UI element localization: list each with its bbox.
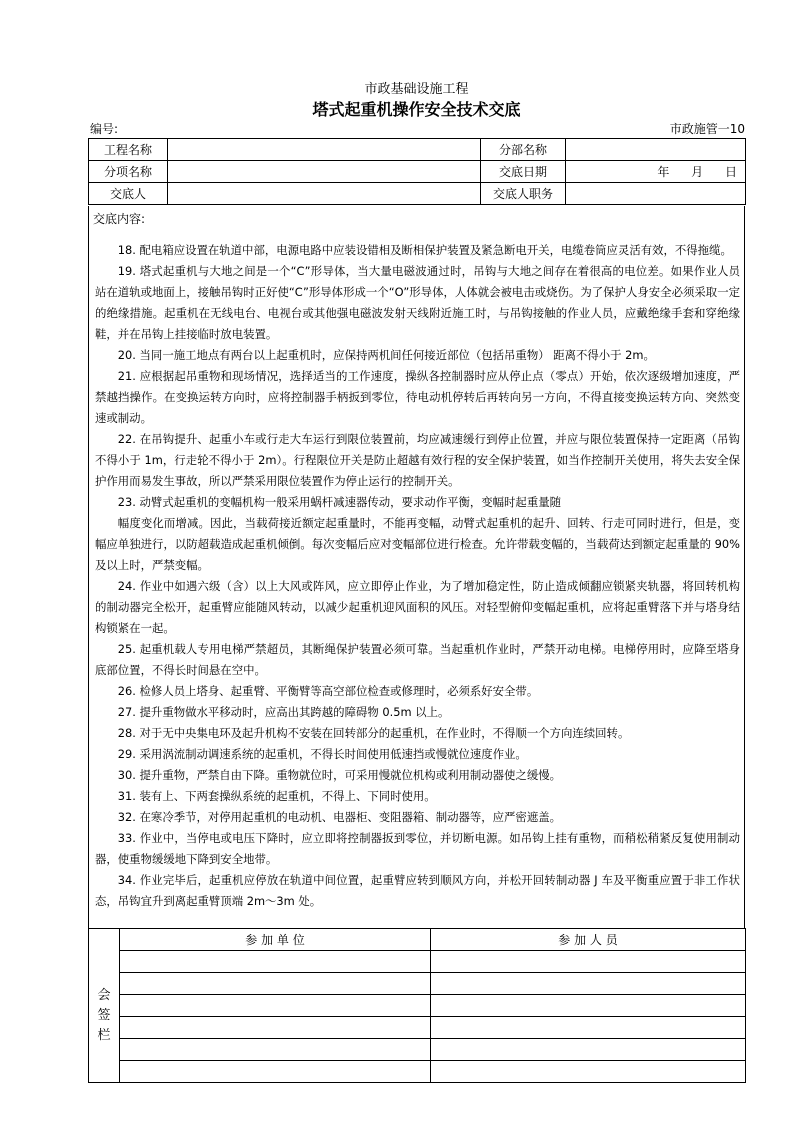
date-placeholder: 年 月 日 <box>657 165 737 179</box>
people-cell[interactable] <box>431 951 746 973</box>
paragraph: 25. 起重机载人专用电梯严禁超员，其断绳保护装置必须可靠。当起重机作业时，严禁开动电梯。电梯停用时，应降至塔身底部位置，不得长时间悬在空中。 <box>95 642 740 677</box>
subdivision-label: 分部名称 <box>481 139 566 161</box>
side-char: 栏 <box>97 1027 111 1043</box>
table-row <box>89 183 746 205</box>
participating-unit-header: 参 加 单 位 <box>120 929 431 951</box>
people-cell[interactable] <box>431 1061 746 1083</box>
form-code: 市政施管一10 <box>669 122 745 136</box>
paragraph: 32. 在寒冷季节，对停用起重机的电动机、电器柜、变阻器箱、制动器等，应严密遮盖。 <box>117 810 561 824</box>
paragraph: 22. 在吊钩提升、起重小车或行走大车运行到限位装置前，均应减速缓行到停止位置，并应与限位装置保持一定距离（吊钩不得小于 1m，行走轮不得小于 2m）。行程限位开关是防止超越有效行程的安全保护装置，如当作控制开关使用，将失去安全保护作用而易发生事故，所以严禁采用限位装置作为停止运行的控制开关。 <box>95 432 740 488</box>
serial-number-label: 编号: <box>90 122 119 136</box>
table-row <box>89 951 746 973</box>
handover-person-field[interactable] <box>168 183 481 205</box>
unit-cell[interactable] <box>120 973 431 995</box>
handover-person-label: 交底人 <box>89 183 168 205</box>
paragraph: 28. 对于无中央集电环及起升机构不安装在回转部分的起重机，在作业时，不得顺一个方向连续回转。 <box>117 726 630 740</box>
document-subtitle: 市政基础设施工程 <box>364 82 469 97</box>
side-char: 签 <box>97 1007 111 1023</box>
people-cell[interactable] <box>431 1017 746 1039</box>
table-row <box>89 973 746 995</box>
subdivision-field[interactable] <box>566 139 746 161</box>
unit-cell[interactable] <box>120 951 431 973</box>
paragraph: 18. 配电箱应设置在轨道中部，电源电路中应装设错相及断相保护装置及紧急断电开关，电缆卷筒应灵活有效，不得拖缆。 <box>117 243 732 257</box>
table-row <box>89 161 746 183</box>
sub-item-label: 分项名称 <box>89 161 168 183</box>
paragraph: 24. 作业中如遇六级（含）以上大风或阵风，应立即停止作业，为了增加稳定性，防止造成倾翻应锁紧夹轨器，将回转机构的制动器完全松开，起重臂应能随风转动，以减少起重机迎风面积的风压。对轻型俯仰变幅起重机，应将起重臂落下并与塔身结构锁紧在一起。 <box>95 579 740 635</box>
handover-person-title-label: 交底人职务 <box>481 183 566 205</box>
table-row <box>89 139 746 161</box>
handover-date-field[interactable] <box>566 161 746 183</box>
document-title: 塔式起重机操作安全技术交底 <box>312 100 521 119</box>
participating-people-header: 参 加 人 员 <box>431 929 746 951</box>
unit-cell[interactable] <box>120 995 431 1017</box>
people-cell[interactable] <box>431 973 746 995</box>
table-row <box>89 1039 746 1061</box>
document-page <box>88 0 745 1123</box>
paragraph: 19. 塔式起重机与大地之间是一个“C”形导体，当大量电磁波通过时，吊钩与大地之间存在着很高的电位差。如果作业人员站在道轨或地面上，接触吊钩时正好使“C”形导体形成一个“O”形导体，人体就会被电击或烧伤。为了保护人身安全必须采取一定的绝缘措施。起重机在无线电台、电视台或其他强电磁波发射天线附近施工时，与吊钩接触的作业人员，应戴绝缘手套和穿绝缘鞋，并在吊钩上挂接临时放电装置。 <box>95 264 740 341</box>
paragraph: 20. 当同一施工地点有两台以上起重机时，应保持两机间任何接近部位（包括吊重物） 距离不得小于 2m。 <box>117 348 655 362</box>
table-row <box>89 1061 746 1083</box>
paragraph: 23. 动臂式起重机的变幅机构一般采用蜗杆减速器传动，要求动作平衡，变幅时起重量随 <box>117 495 561 509</box>
unit-cell[interactable] <box>120 1017 431 1039</box>
paragraph: 26. 检修人员上塔身、起重臂、平衡臂等高空部位检查或修理时，必须系好安全带。 <box>117 684 539 698</box>
info-table <box>88 138 746 205</box>
people-cell[interactable] <box>431 1039 746 1061</box>
content-section <box>88 206 745 928</box>
table-row <box>89 995 746 1017</box>
people-cell[interactable] <box>431 995 746 1017</box>
table-row <box>89 929 746 951</box>
paragraph: 27. 提升重物做水平移动时，应高出其跨越的障碍物 0.5m 以上。 <box>117 705 450 719</box>
handover-person-title-field[interactable] <box>566 183 746 205</box>
paragraph: 31. 装有上、下两套操纵系统的起重机，不得上、下同时使用。 <box>117 789 436 803</box>
project-name-field[interactable] <box>168 139 481 161</box>
unit-cell[interactable] <box>120 1061 431 1083</box>
sub-item-field[interactable] <box>168 161 481 183</box>
table-row <box>89 1017 746 1039</box>
content-title: 交底内容: <box>93 212 146 226</box>
paragraph: 21. 应根据起吊重物和现场情况，选择适当的工作速度，操纵各控制器时应从停止点（零点）开始，依次逐级增加速度，严禁越挡操作。在变换运转方向时，应将控制器手柄扳到零位，待电动机停转后再转向另一方向，不得直接变换运转方向、突然变速或制动。 <box>95 369 740 425</box>
paragraph: 34. 作业完毕后，起重机应停放在轨道中间位置，起重臂应转到顺风方向，并松开回转制动器 J 车及平衡重应置于非工作状态，吊钩宜升到离起重臂顶端 2m～3m 处。 <box>95 873 740 908</box>
content-paragraphs <box>95 240 740 912</box>
paragraph: 30. 提升重物，严禁自由下降。重物就位时，可采用慢就位机构或利用制动器使之缓慢。 <box>117 768 561 782</box>
handover-date-label: 交底日期 <box>481 161 566 183</box>
unit-cell[interactable] <box>120 1039 431 1061</box>
signature-table <box>88 928 746 1083</box>
paragraph: 33. 作业中，当停电或电压下降时，应立即将控制器扳到零位，并切断电源。如吊钩上挂有重物，而稍松稍紧反复使用制动器，使重物缓缓地下降到安全地带。 <box>95 831 740 866</box>
signature-side-label <box>89 929 120 1083</box>
paragraph: 29. 采用涡流制动调速系统的起重机，不得长时间使用低速挡或慢就位速度作业。 <box>117 747 527 761</box>
paragraph: 幅度变化而增减。因此，当载荷接近额定起重量时，不能再变幅，动臂式起重机的起升、回转、行走可同时进行，但是，变幅应单独进行，以防超载造成起重机倾倒。每次变幅后应对变幅部位进行检查。允许带载变幅的，当载荷达到额定起重量的 90%及以上时，严禁变幅。 <box>95 516 740 572</box>
project-name-label: 工程名称 <box>89 139 168 161</box>
side-char: 会 <box>97 987 111 1003</box>
